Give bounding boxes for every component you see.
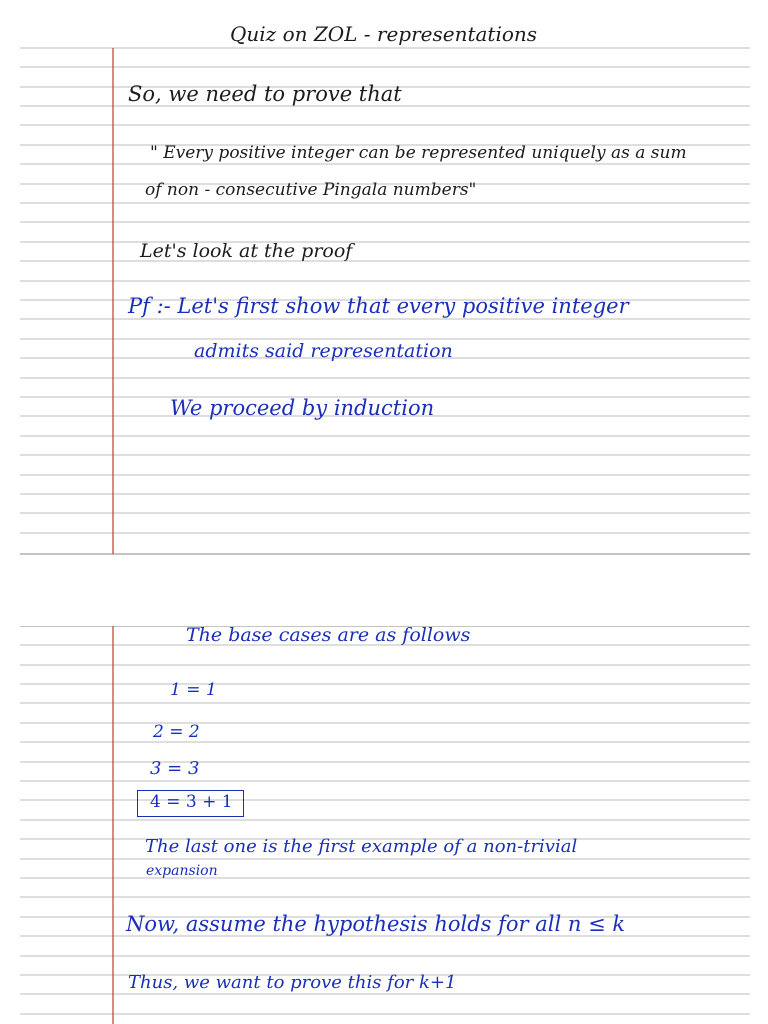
note-line: Now, assume the hypothesis holds for all n ≤ k <box>126 912 626 936</box>
note-line: Let's look at the proof <box>140 240 353 262</box>
note-line: 2 = 2 <box>153 722 200 742</box>
note-line: expansion <box>146 863 218 879</box>
note-line: 3 = 3 <box>150 758 200 779</box>
boxed-example: 4 = 3 + 1 <box>137 790 244 817</box>
note-line: 1 = 1 <box>170 680 217 700</box>
note-line: Thus, we want to prove this for k+1 <box>128 972 457 993</box>
page-title: Quiz on ZOL - representations <box>230 22 538 46</box>
note-line: We proceed by induction <box>170 396 435 420</box>
note-line: The last one is the first example of a non-trivial <box>145 836 578 857</box>
notebook-page-2 <box>0 626 768 1024</box>
note-line: admits said representation <box>194 340 453 362</box>
note-line: Pf :- Let's first show that every positive integer <box>128 294 629 318</box>
ruled-lines <box>0 626 768 1024</box>
note-line: " Every positive integer can be represented uniquely as a sum <box>150 143 687 163</box>
note-line: The base cases are as follows <box>186 626 471 646</box>
note-line: So, we need to prove that <box>128 82 402 106</box>
note-line: of non - consecutive Pingala numbers" <box>145 180 477 200</box>
